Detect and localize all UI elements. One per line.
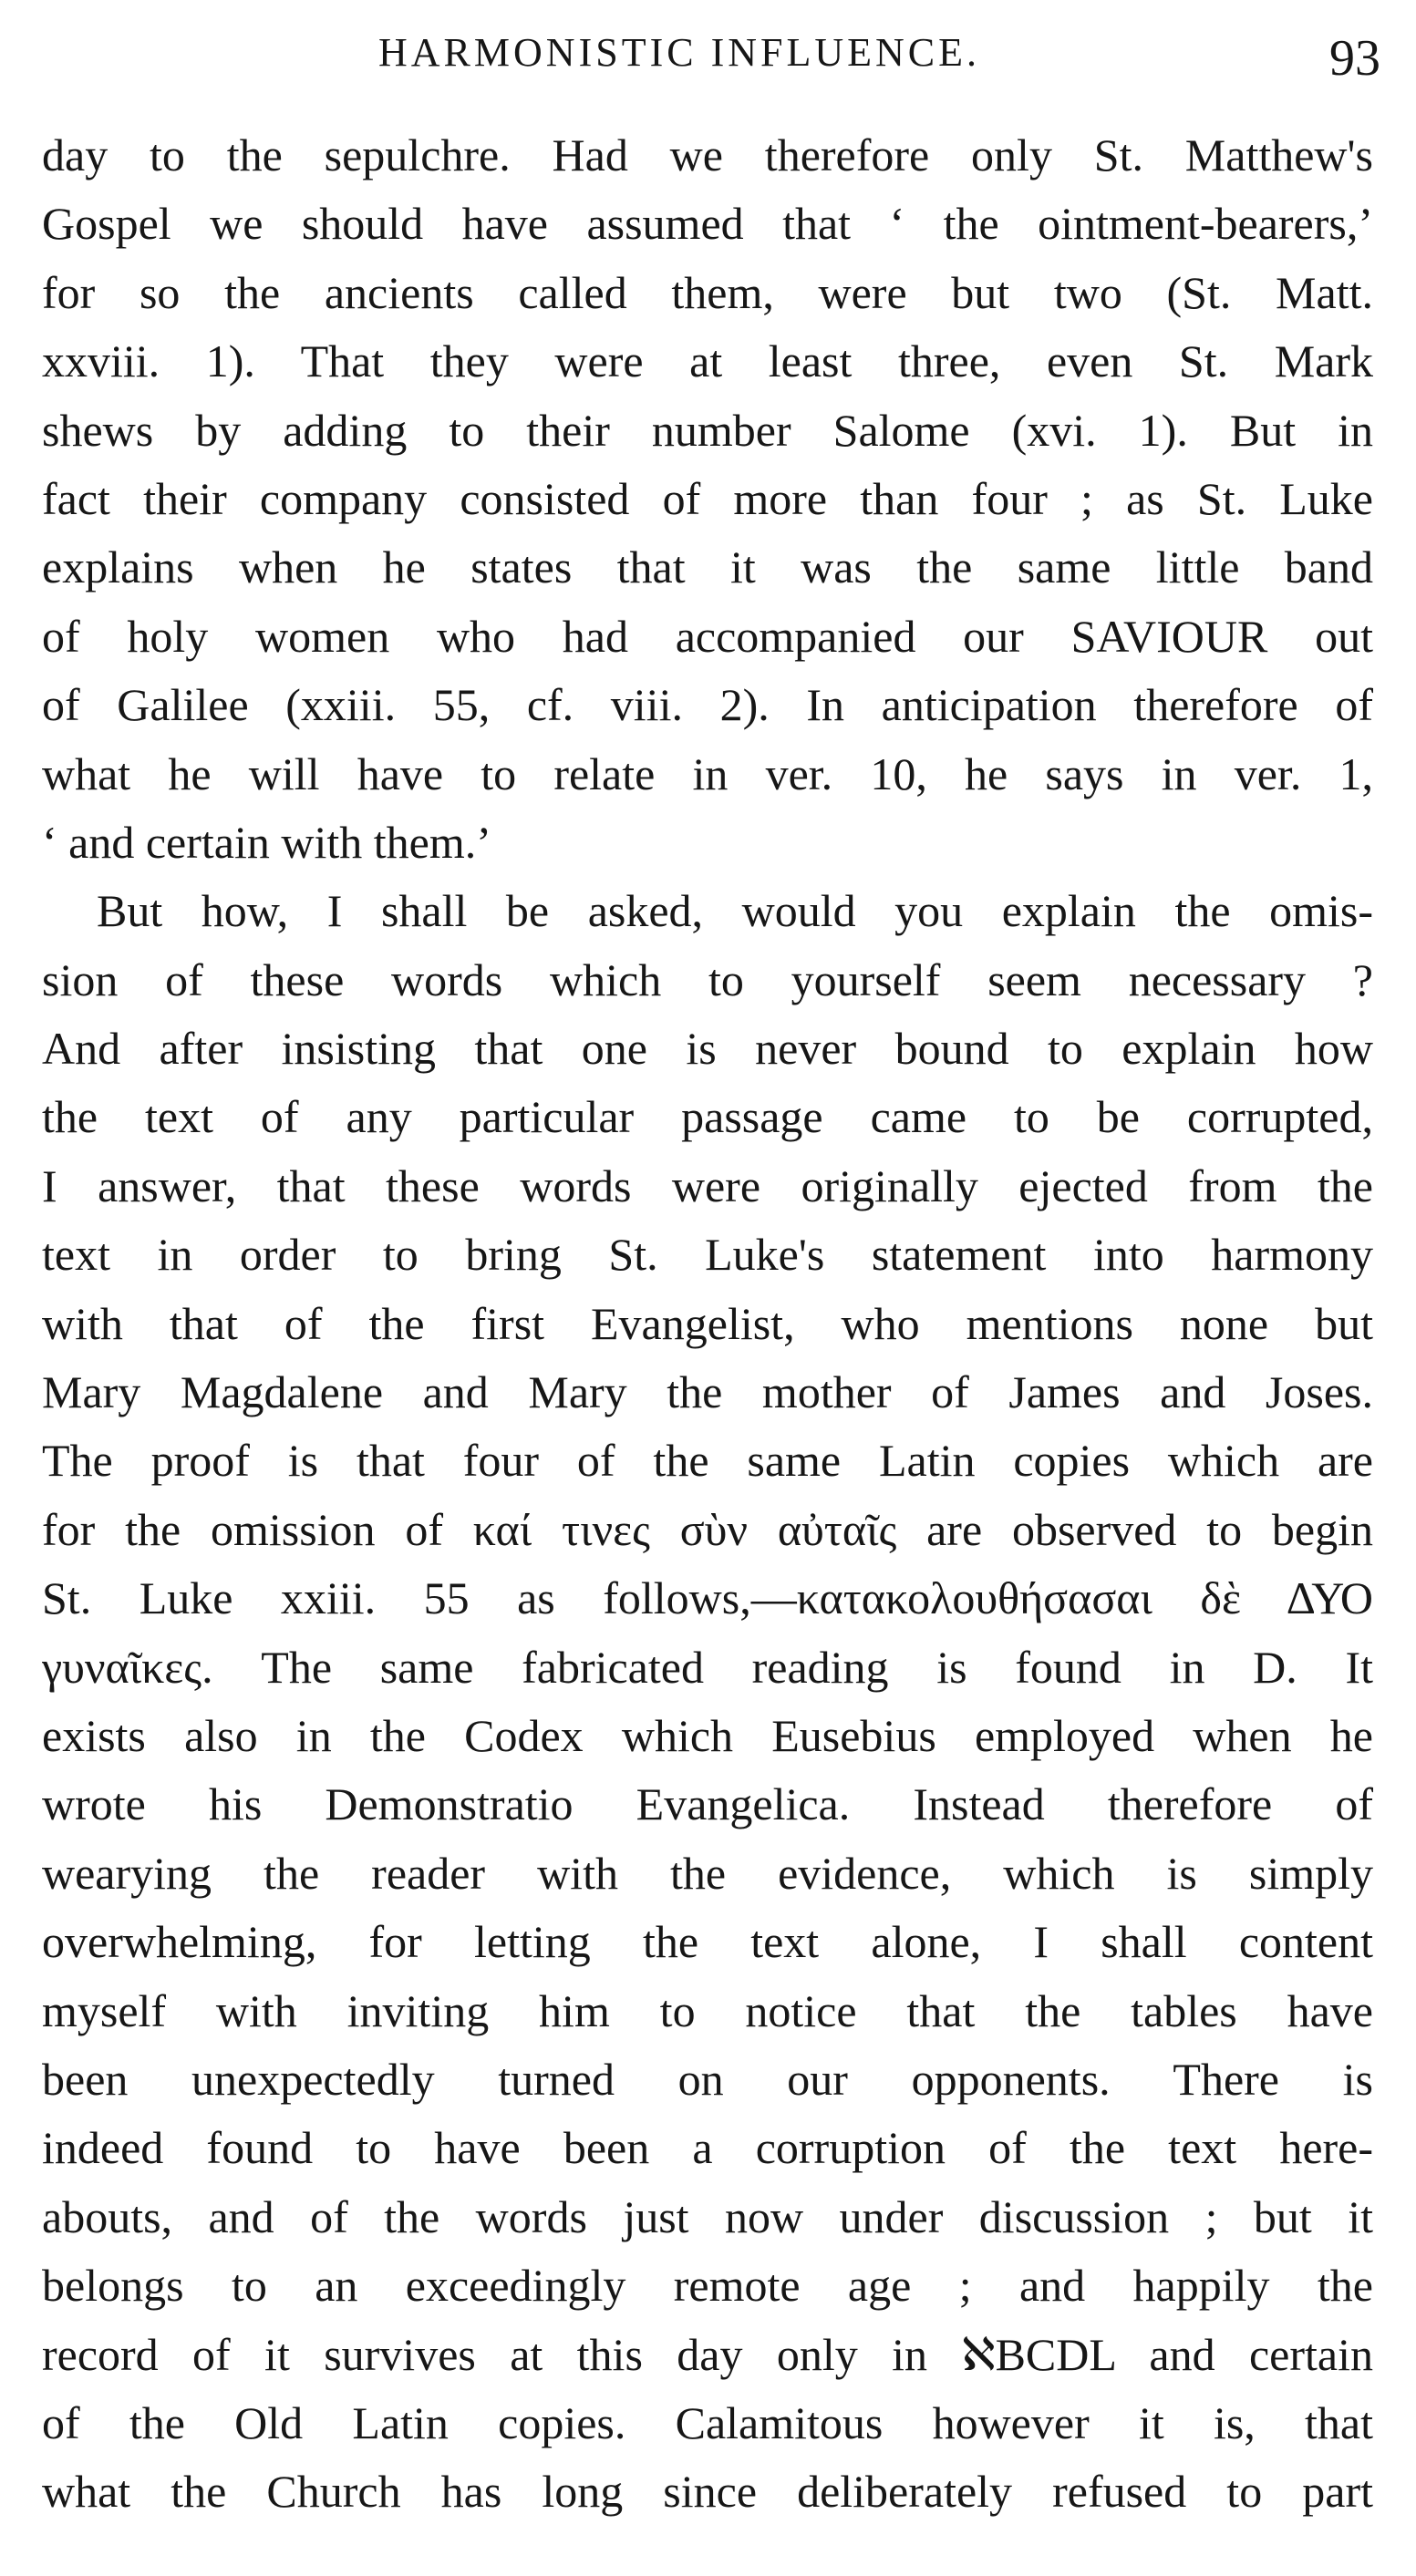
- text-line: explains when he states that it was the same little band: [42, 541, 1373, 593]
- text-line: xxviii. 1). That they were at least three, even St. Mark: [42, 335, 1373, 387]
- text-line: I answer, that these words were originally ejected from the: [42, 1159, 1373, 1211]
- text-line: with that of the first Evangelist, who mentions none but: [42, 1297, 1373, 1349]
- text-line: ‘ and certain with them.’: [42, 816, 491, 868]
- text-line: sion of these words which to yourself seem necessary ?: [42, 953, 1373, 1005]
- text-line: record of it survives at this day only in ℵBCDL and certain: [42, 2328, 1373, 2380]
- text-line: been unexpectedly turned on our opponents. There is: [42, 2053, 1373, 2105]
- text-line: exists also in the Codex which Eusebius employed when he: [42, 1709, 1373, 1761]
- text-line: of holy women who had accompanied our SAVIOUR out: [42, 610, 1373, 662]
- text-line: myself with inviting him to notice that the tables have: [42, 1984, 1373, 2036]
- text-line: belongs to an exceedingly remote age ; and happily the: [42, 2260, 1373, 2312]
- text-line: The proof is that four of the same Latin copies which are: [42, 1435, 1373, 1487]
- body-text: [42, 121, 1373, 2527]
- text-line: overwhelming, for letting the text alone, I shall content: [42, 1916, 1373, 1968]
- text-line: day to the sepulchre. Had we therefore only St. Matthew's: [42, 129, 1373, 180]
- running-head: [0, 26, 1416, 87]
- text-line: shews by adding to their number Salome (xvi. 1). But in: [42, 404, 1373, 456]
- text-line: indeed found to have been a corruption of the text here-: [42, 2122, 1373, 2174]
- text-line: And after insisting that one is never bound to explain how: [42, 1023, 1373, 1075]
- text-line: γυναῖκες. The same fabricated reading is found in D. It: [42, 1641, 1373, 1693]
- text-line: of the Old Latin copies. Calamitous however it is, that: [42, 2396, 1373, 2448]
- text-line: the text of any particular passage came to be corrupted,: [42, 1091, 1373, 1143]
- text-line: what he will have to relate in ver. 10, he says in ver. 1,: [42, 747, 1373, 799]
- chapter-running-title: HARMONISTIC INFLUENCE.: [378, 30, 980, 75]
- text-line: Mary Magdalene and Mary the mother of James and Joses.: [42, 1366, 1373, 1418]
- text-line: fact their company consisted of more than four ; as St. Luke: [42, 472, 1373, 524]
- text-line: But how, I shall be asked, would you explain the omis-: [97, 885, 1373, 937]
- text-line: St. Luke xxiii. 55 as follows,—κατακολουθήσασαι δὲ ΔΥΟ: [42, 1572, 1373, 1624]
- text-line: for the omission of καί τινες σὺν αὐταῖς are observed to begin: [42, 1503, 1373, 1555]
- text-line: wrote his Demonstratio Evangelica. Instead therefore of: [42, 1778, 1373, 1830]
- text-line: for so the ancients called them, were but two (St. Matt.: [42, 266, 1373, 318]
- page-number: 93: [1329, 30, 1380, 87]
- text-line: of Galilee (xxiii. 55, cf. viii. 2). In anticipation therefore of: [42, 679, 1373, 731]
- text-line: what the Church has long since deliberately refused to part: [42, 2466, 1373, 2518]
- text-line: Gospel we should have assumed that ‘ the ointment-bearers,’: [42, 198, 1373, 250]
- text-line: wearying the reader with the evidence, which is simply: [42, 1847, 1373, 1899]
- text-line: text in order to bring St. Luke's statement into harmony: [42, 1229, 1373, 1281]
- text-line: abouts, and of the words just now under discussion ; but it: [42, 2190, 1373, 2242]
